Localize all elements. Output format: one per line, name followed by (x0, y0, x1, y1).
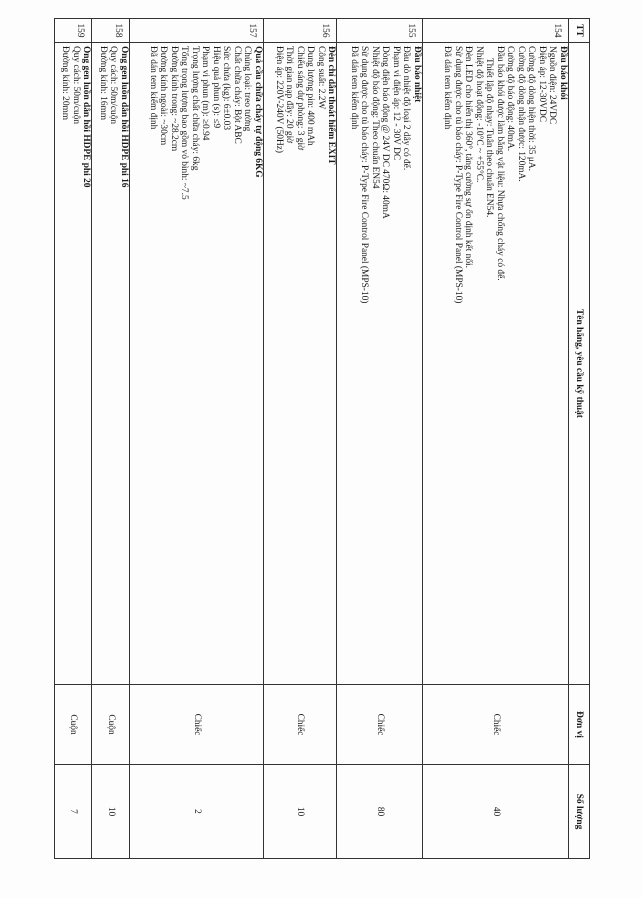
item-title: Đầu báo khói (558, 46, 568, 100)
header-name: Tên hãng, yêu cầu kỹ thuật (569, 43, 590, 685)
spec-line: Đầu báo khói được làm bằng vật liệu: Nhựa chống cháy có đế. (495, 46, 505, 281)
row-number: 159 (55, 19, 92, 43)
spec-line: Trọng lượng chất chữa cháy: 6kg (189, 46, 200, 171)
header-unit: Đơn vị (569, 685, 590, 765)
row-number: 157 (129, 19, 263, 43)
row-quantity: 40 (422, 765, 568, 859)
row-number: 155 (337, 19, 423, 43)
spec-line: Điện áp: 220V-240V (50Hz) (273, 46, 284, 154)
row-specification (92, 43, 129, 685)
table-row (92, 19, 129, 859)
spec-line: Đường kính: 16mm (97, 46, 108, 121)
row-quantity: 7 (55, 765, 92, 859)
spec-line: Cường độ báo động: 40mA. (505, 46, 516, 152)
row-number: 156 (263, 19, 337, 43)
header-tt: TT (569, 19, 590, 43)
spec-line: Đèn LED cho hiển thị 360°, tăng cường sự ổn định kết nối. (463, 46, 474, 268)
row-specification (55, 43, 92, 685)
spec-line: Quy cách: 50m/cuộn (108, 46, 119, 125)
spec-line: Nguồn điện: 24VDC (547, 46, 558, 125)
spec-line: Phạm vi điện áp: 12 - 30V DC (390, 46, 401, 161)
spec-line: Quy cách: 50m/cuộn (70, 46, 81, 125)
row-specification (337, 43, 423, 685)
spec-line: Cường độ dòng nhận được: 120mA. (516, 46, 526, 182)
spec-line: Tổng trọng lượng bao gồm vỏ bình: ~7.5 (179, 46, 190, 200)
spec-line: Thời gian nạp đầy: 20 giờ (284, 46, 295, 144)
spec-line: Sử dụng được cho tủ báo cháy: P-Type Fire Control Panel (MPS-10) (453, 46, 463, 304)
row-specification (422, 43, 568, 685)
row-unit: Chiếc (263, 685, 337, 765)
spec-line: Nhiệt độ báo động: Theo chuẩn EN54 (369, 46, 380, 189)
spec-line: Đã dán tem kiểm định (147, 46, 158, 130)
item-title: Đèn chỉ dẫn thoát hiểm EXIT (326, 46, 337, 165)
spec-line: Cường độ dòng hiện thời: 35 μA. (526, 46, 537, 171)
table-row (129, 19, 263, 859)
row-quantity: 10 (263, 765, 337, 859)
item-title: Ống gen luồn dân hồi HDPE phi 16 (118, 46, 129, 188)
specification-table (54, 18, 590, 859)
spec-line: Nhiệt độ hoạt động: -10°C ~ +55°C. (474, 46, 484, 183)
row-number: 154 (422, 19, 568, 43)
spec-line: Công suất: 2.2W (315, 46, 326, 110)
table-row (422, 19, 568, 859)
spec-line: Đường kính: 20mm (60, 46, 71, 121)
spec-line: Phạm vi phun (m): ≥0.94 (200, 46, 211, 141)
spec-line: Sức chứa (kg): 6±0.03 (221, 46, 232, 131)
header-qty: Số lượng (569, 765, 590, 859)
table-row (337, 19, 423, 859)
spec-line: Đã dán tem kiểm định (442, 46, 453, 130)
row-unit: Cuộn (92, 685, 129, 765)
spec-line: Đầu dò nhiệt độ loại 2 dây có đế. (401, 46, 412, 171)
row-unit: Chiếc (337, 685, 423, 765)
spec-line: Đường kính trong: ~28.2cm (168, 46, 179, 152)
row-unit: Chiếc (422, 685, 568, 765)
row-quantity: 80 (337, 765, 423, 859)
table-row (55, 19, 92, 859)
spec-line: Dung lượng pin: 400 mAh (305, 46, 316, 146)
row-unit: Chiếc (129, 685, 263, 765)
spec-line: Chiếu sáng dự phòng: 3 giờ (294, 46, 305, 151)
table-header-row (569, 19, 590, 859)
row-specification (129, 43, 263, 685)
table-body (55, 19, 569, 859)
table-row (263, 19, 337, 859)
row-quantity: 2 (129, 765, 263, 859)
spec-line: Dòng điện báo động @ 24V DC 470Ω: 40mA (380, 46, 391, 219)
spec-line: Điện áp: 12-30VDC (537, 46, 547, 123)
spec-line: Chủng loại: treo tường (242, 46, 253, 132)
rotated-table-wrapper (54, 18, 590, 858)
row-number: 158 (92, 19, 129, 43)
item-title: Ống gen luồn dân hồi HDPE phi 20 (81, 46, 92, 188)
row-unit: Cuộn (55, 685, 92, 765)
spec-line: Đường kính ngoài: ~30cm (158, 46, 169, 146)
row-specification (263, 43, 337, 685)
item-title: Quả cầu chữa cháy tự động 6KG (252, 46, 263, 178)
row-quantity: 10 (92, 765, 129, 859)
spec-line: Hiệu quả phun (s): ≤9 (210, 46, 221, 129)
item-title: Đầu báo nhiệt (411, 46, 422, 103)
spec-line: Sử dụng được cho tủ báo cháy: P-Type Fire Control Panel (MPS-10) (359, 46, 370, 304)
spec-line: Thiết lập độ nhạy: Tuân theo chuẩn EN54. (484, 58, 495, 218)
spec-line: Chất chữa cháy: Bột ABC (231, 46, 242, 144)
spec-line: Đã dán tem kiểm định (348, 46, 359, 130)
